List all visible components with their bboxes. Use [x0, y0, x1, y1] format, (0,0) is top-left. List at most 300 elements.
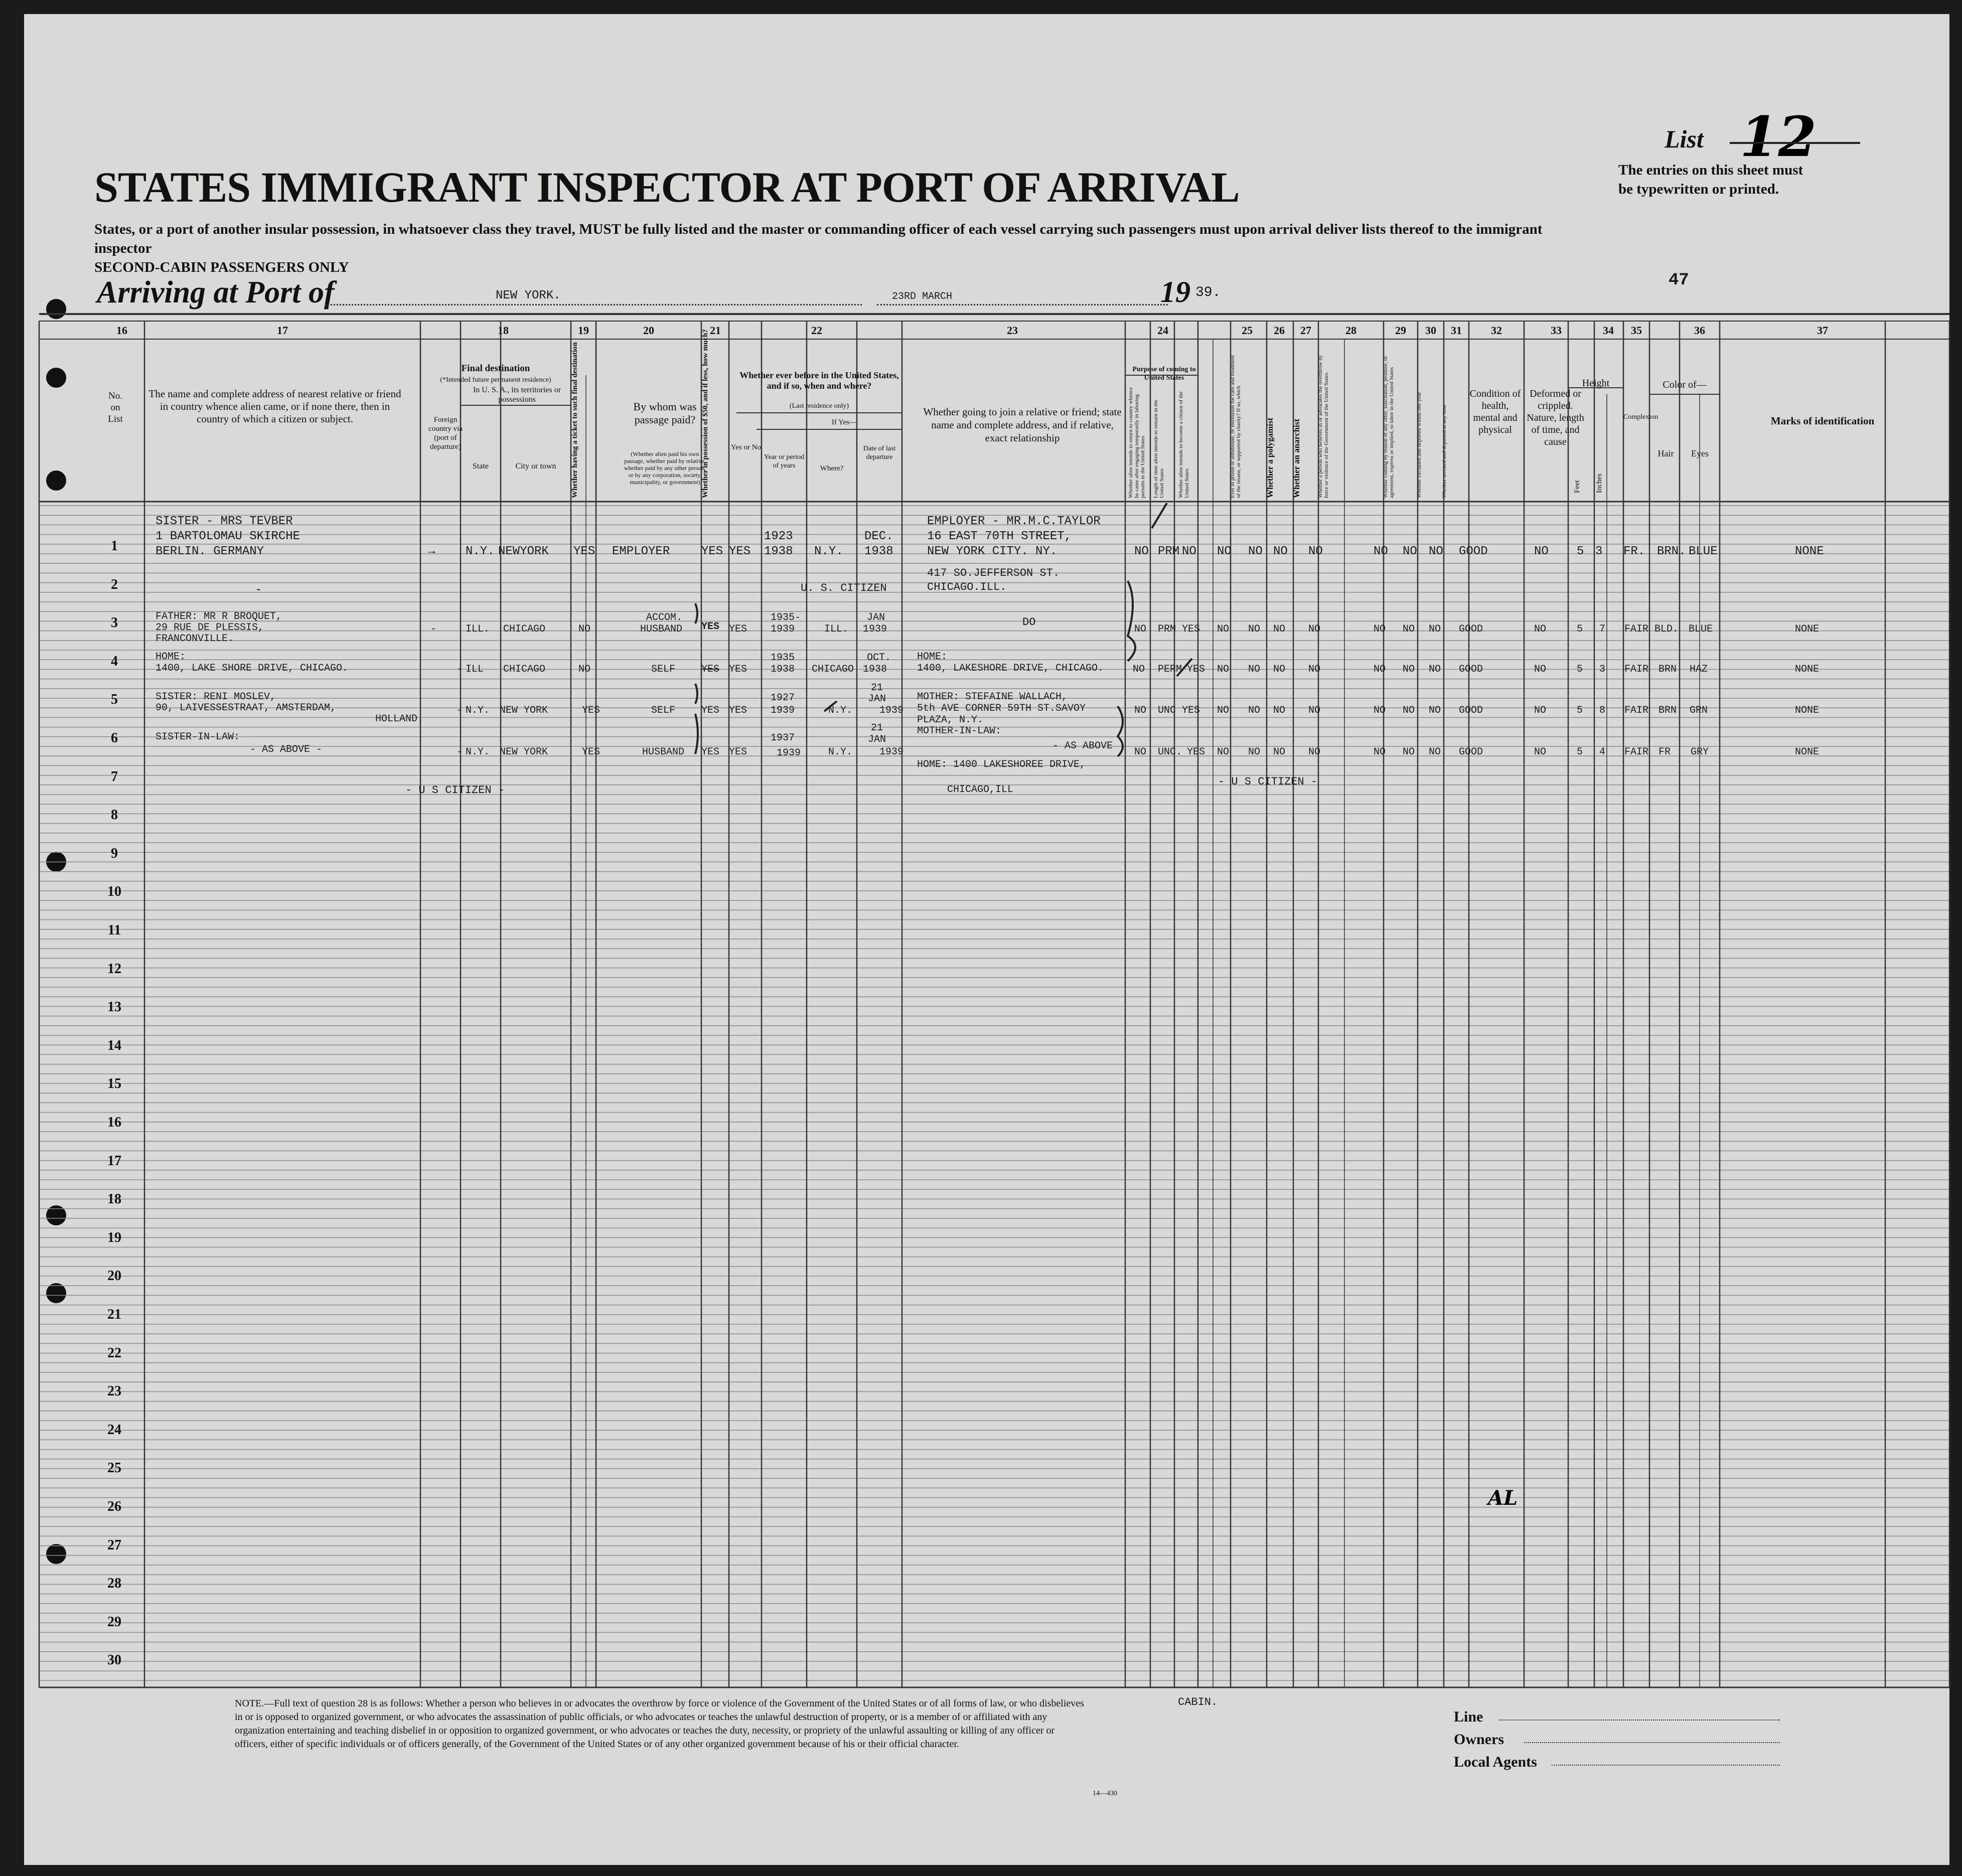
ticket: YES	[573, 545, 595, 558]
col26-header: Whether a polygamist	[1265, 417, 1275, 498]
col20-sub: (Whether alien paid his own passage, whether paid by relative, whether paid by any other person, or by any corporation, society, municipality, or government)	[624, 450, 706, 486]
col34-feet: Feet	[1573, 480, 1581, 493]
cabin-label: CABIN.	[1178, 1696, 1218, 1708]
owners-field	[1524, 1742, 1780, 1743]
year-suffix: 39.	[1195, 285, 1221, 300]
row-number: 28	[107, 1576, 121, 1592]
column-number: 17	[277, 324, 288, 337]
passage-paid: HUSBAND	[642, 746, 685, 758]
row-number: 3	[111, 615, 118, 631]
row-number: 5	[111, 692, 118, 708]
labor-offer: NO	[1374, 545, 1388, 558]
purpose-return: NO	[1133, 664, 1145, 675]
column-number: 26	[1274, 324, 1285, 337]
col18-city: City or town	[515, 462, 556, 471]
labor-offer: NO	[1374, 664, 1386, 675]
eye-color: HAZ	[1690, 664, 1708, 675]
intends-citizen: YES	[1187, 746, 1205, 758]
joining-line1: EMPLOYER - MR.M.C.TAYLOR	[927, 515, 1101, 528]
departure-line2: JAN	[868, 734, 886, 745]
row-number: 13	[107, 999, 121, 1015]
column-number: 16	[116, 324, 127, 337]
column-number: 37	[1817, 324, 1828, 337]
overthrow: NO	[1308, 545, 1323, 558]
joining-line1: MOTHER: STEFAINE WALLACH,	[917, 691, 1068, 703]
row-number: 18	[107, 1191, 121, 1207]
row-number: 20	[107, 1268, 121, 1284]
purpose-return: NO	[1134, 746, 1147, 758]
col18-header: Final destination	[461, 363, 530, 374]
years-line1: 1923	[764, 530, 793, 543]
row-number: 16	[107, 1115, 121, 1130]
stray-mark: AL	[1488, 1486, 1518, 1510]
list-number: 12	[1740, 104, 1817, 169]
overthrow: NO	[1308, 623, 1321, 635]
eye-color: GRN	[1690, 705, 1708, 716]
ticket: NO	[578, 623, 591, 635]
years-line2: 1939	[777, 747, 801, 759]
row-number: 10	[107, 884, 121, 900]
joining-line2: - AS ABOVE	[1052, 740, 1113, 752]
relative-line2: 1 BARTOLOMAU SKIRCHE	[156, 530, 300, 543]
column-number: 21	[710, 324, 721, 337]
row-number: 27	[107, 1537, 121, 1553]
where: ILL.	[824, 623, 849, 635]
ever-before: YES	[729, 545, 751, 558]
port-value: NEW YORK.	[496, 289, 561, 302]
column-number: 23	[1007, 324, 1018, 337]
joining-line2: 16 EAST 70TH STREET,	[927, 530, 1072, 543]
joining-line1: HOME: 1400 LAKESHOREE DRIVE,	[917, 759, 1086, 770]
row-number: 6	[111, 730, 118, 746]
deformed: NO	[1534, 705, 1547, 716]
health: GOOD	[1459, 746, 1483, 758]
col18-foreign: Foreign country via (port of departure)	[428, 416, 463, 451]
owners-label: Owners	[1454, 1731, 1504, 1748]
col30-header: Whether excluded and deported within one year	[1416, 392, 1422, 498]
height-inches: 3	[1595, 545, 1603, 558]
us-citizen-right: - U S CITIZEN -	[1218, 775, 1318, 788]
col17-header: The name and complete address of nearest relative or friend in country whence alien came, or if none there, then in country of which a citizen or subject.	[148, 388, 401, 425]
relative-line1: SISTER-IN-LAW:	[156, 731, 240, 743]
departure-line1: 21	[871, 722, 883, 734]
foreign-via: →	[428, 545, 435, 558]
column-number: 30	[1425, 324, 1436, 337]
dest-city: CHICAGO	[503, 623, 546, 635]
col22-date: Date of last departure	[863, 445, 896, 461]
col24-citizen: Whether alien intends to become a citizen of the United States	[1178, 391, 1190, 498]
departure-line1: OCT.	[867, 652, 891, 664]
anarchist: NO	[1273, 664, 1286, 675]
col22-header: Whether ever before in the United States, and if so, when and where?	[739, 370, 899, 391]
row-number: 12	[107, 961, 121, 977]
years-line2: 1939	[771, 623, 795, 635]
intends-citizen: YES	[1182, 623, 1200, 635]
column-number: 31	[1451, 324, 1462, 337]
row-number: 4	[111, 653, 118, 669]
height-inches: 4	[1599, 746, 1606, 758]
anarchist: NO	[1273, 545, 1288, 558]
ticket: NO	[578, 664, 591, 675]
labor-offer: NO	[1374, 623, 1386, 635]
typewritten-note-line2: be typewritten or printed.	[1618, 181, 1779, 197]
row-number: 25	[107, 1460, 121, 1476]
foreign-via: -	[457, 746, 463, 758]
col21-header: Whether in possession of $50, and if less, how much?	[701, 329, 709, 498]
years-line2: 1939	[771, 705, 795, 716]
col20-header: By whom was passage paid?	[633, 400, 697, 426]
money: YES	[701, 621, 720, 633]
intends-citizen: YES	[1187, 664, 1205, 675]
col23-header: Whether going to join a relative or friend; state name and complete address, and if relative, exact relationship	[923, 406, 1122, 444]
passage-paid: SELF	[651, 664, 676, 675]
overthrow: NO	[1308, 664, 1321, 675]
ticket: YES	[582, 705, 600, 716]
complexion: FAIR	[1624, 664, 1649, 675]
money: YES	[701, 545, 723, 558]
page-title: STATES IMMIGRANT INSPECTOR AT PORT OF ARRIVAL	[94, 163, 1240, 211]
prison: NO	[1217, 664, 1230, 675]
col24-return: Whether alien intends to return to country whence he came after engaging temporarily in laboring pursuits in the United States	[1128, 387, 1146, 498]
joining-line1: HOME:	[917, 651, 948, 663]
relative-line2: 29 RUE DE PLESSIS,	[156, 622, 264, 634]
col33-header: Deformed or crippled. Nature, length of time, and cause	[1527, 388, 1584, 447]
labor-offer: NO	[1374, 746, 1386, 758]
col22-sub: (Last residence only)	[789, 402, 849, 410]
manifest-sheet	[24, 14, 1949, 1865]
list-label: List	[1665, 125, 1704, 153]
joining-line2: 1400, LAKESHORE DRIVE, CHICAGO.	[917, 663, 1104, 674]
money: YES	[701, 746, 720, 758]
relative-line1: SISTER - MRS TEVBER	[156, 515, 293, 528]
column-number: 28	[1345, 324, 1356, 337]
col18-state: State	[473, 462, 489, 471]
eye-color: BLUE	[1689, 623, 1713, 635]
joining-line2: 5th AVE CORNER 59TH ST.SAVOY	[917, 703, 1086, 714]
anarchist: NO	[1273, 746, 1286, 758]
column-number: 19	[578, 324, 589, 337]
column-number: 33	[1551, 324, 1562, 337]
departure-line1: JAN	[867, 612, 885, 623]
departure-line2: 1938	[863, 664, 887, 675]
joining-line1: MOTHER-IN-LAW:	[917, 725, 1002, 737]
dest-state: N.Y.	[466, 545, 495, 558]
row-number: 11	[107, 922, 121, 938]
relative-line3: FRANCONVILLE.	[156, 633, 234, 645]
col36-eyes: Eyes	[1691, 448, 1709, 458]
dest-city: NEW YORK	[500, 705, 548, 716]
deformed: NO	[1534, 664, 1547, 675]
relative-line2: - AS ABOVE -	[250, 744, 323, 755]
where: N.Y.	[814, 545, 843, 558]
health: GOOD	[1459, 705, 1483, 716]
col24-header: Purpose of coming to United States	[1132, 366, 1196, 382]
ever-before: YES	[729, 746, 747, 758]
instruction-line1: States, or a port of another insular possession, in whatsoever class they travel, MUST be fully listed and the master or commanding officer of each vessel carrying such passengers must upon arrival deliver lists thereof to the immigrant inspector	[94, 221, 1543, 256]
relative-line1: SISTER: RENI MOSLEV,	[156, 691, 276, 703]
col22-where: Where?	[820, 464, 844, 473]
joining-line1: 417 SO.JEFFERSON ST.	[927, 567, 1060, 579]
row-number: 9	[111, 845, 118, 861]
row-number: 24	[107, 1422, 121, 1438]
marks: NONE	[1795, 746, 1820, 758]
departure-line1: DEC.	[864, 530, 893, 543]
departure-line3: 1939	[879, 705, 904, 716]
deformed: NO	[1534, 623, 1547, 635]
polygamist: NO	[1248, 664, 1261, 675]
col28-header: Whether a person who believes in or advocates the overthrow by force or violence of the Government of the United States	[1317, 355, 1329, 498]
money: YES	[701, 664, 720, 675]
passage-paid: SELF	[651, 705, 676, 716]
anarchist: NO	[1273, 705, 1286, 716]
complexion: FAIR	[1624, 746, 1649, 758]
row-number: 21	[107, 1307, 121, 1322]
agents-label: Local Agents	[1454, 1754, 1537, 1770]
typewritten-note-line1: The entries on this sheet must	[1618, 162, 1803, 178]
ever-before: YES	[729, 705, 747, 716]
row-number: 14	[107, 1037, 121, 1053]
eye-color: BLUE	[1689, 545, 1718, 558]
intends-citizen: NO	[1182, 545, 1196, 558]
col29-header: Whether coming by reason of any offer, solicitation, promise, or agreement, express or implied, to labor in the United States	[1383, 356, 1395, 498]
departure-line1: 21	[871, 682, 883, 694]
joining-line3: NEW YORK CITY. NY.	[927, 545, 1058, 558]
dest-city: NEWYORK	[498, 545, 549, 558]
complexion: FAIR	[1624, 623, 1649, 635]
year-prefix: 19	[1160, 275, 1190, 308]
polygamist: NO	[1248, 623, 1261, 635]
column-number: 35	[1631, 324, 1642, 337]
overthrow: NO	[1308, 746, 1321, 758]
excluded: NO	[1403, 746, 1415, 758]
hair-color: BLD.	[1654, 623, 1679, 635]
passage-paid-line2: HUSBAND	[640, 623, 683, 635]
dest-city: CHICAGO	[503, 664, 546, 675]
col32-header: Condition of health, mental and physical	[1469, 388, 1521, 435]
joining-line2: CHICAGO.ILL.	[927, 581, 1007, 593]
row-number: 15	[107, 1076, 121, 1092]
row-number: 22	[107, 1345, 121, 1361]
page-number: 47	[1669, 271, 1689, 290]
where: N.Y.	[828, 705, 853, 716]
relative-line3: BERLIN. GERMANY	[156, 545, 264, 558]
deported: NO	[1429, 545, 1443, 558]
health: GOOD	[1459, 664, 1483, 675]
relative-line1: FATHER: MR R BROQUET,	[156, 611, 282, 622]
hair-color: BRN	[1658, 705, 1677, 716]
passage-paid-line1: ACCOM.	[646, 612, 683, 623]
deported: NO	[1429, 623, 1441, 635]
row-number: 26	[107, 1499, 121, 1514]
footer-note: NOTE.—Full text of question 28 is as follows: Whether a person who believes in or advocates the overthrow by force or violence of the Government of the United States or of all forms of law, or who disbelieves in or is opposed to organized government, or who advocates the assassination of public officials, or who advocates or teaches the unlawful destruction of property, or is a member of or affiliated with any organization entertaining and teaching disbelief in or opposition to organized government, or who advocates or teaches the duty, necessity, or propriety of the unlawful assaulting or killing of any officer or officers, either of specific individuals or of officers generally, of the Government of the United States or of any other organized government because of his or their official character.	[235, 1698, 1084, 1750]
dest-city: NEW YORK	[500, 746, 548, 758]
column-number: 34	[1603, 324, 1614, 337]
col34-inches: Inches	[1595, 473, 1603, 493]
date-value: 23RD MARCH	[892, 291, 953, 302]
col27-header: Whether an anarchist	[1292, 418, 1301, 498]
foreign-via: -	[457, 664, 463, 675]
deported: NO	[1429, 705, 1441, 716]
col18-sub: (*Intended future permanent residence)	[440, 376, 551, 384]
dash: -	[255, 583, 262, 597]
relative-line2: 90, LAIVESSESTRAAT, AMSTERDAM,	[156, 702, 337, 714]
ever-before: YES	[729, 623, 747, 635]
where: CHICAGO	[812, 664, 854, 675]
labor-offer: NO	[1374, 705, 1386, 716]
column-number: 27	[1300, 324, 1311, 337]
passage-paid: EMPLOYER	[612, 545, 670, 558]
us-citizen: U. S. CITIZEN	[801, 582, 887, 594]
col22-yesno: Yes or No	[730, 443, 762, 451]
height-feet: 5	[1577, 664, 1583, 675]
years-line2: 1938	[764, 545, 793, 558]
length-of-stay: PERM	[1158, 664, 1182, 675]
health: GOOD	[1459, 623, 1483, 635]
hair-color: BRN	[1658, 664, 1677, 675]
col16-header: No. on List	[108, 391, 123, 424]
length-of-stay: UNC	[1158, 705, 1176, 716]
purpose-return: NO	[1134, 705, 1147, 716]
row-number: 19	[107, 1229, 121, 1245]
form-number: 14—430	[1093, 1790, 1117, 1797]
deported: NO	[1429, 746, 1441, 758]
departure-line3: 1939	[879, 746, 904, 758]
departure-line2: 1939	[863, 623, 887, 635]
arriving-label: Arriving at Port of	[97, 275, 335, 309]
marks: NONE	[1795, 545, 1824, 558]
complexion: FR.	[1623, 545, 1645, 558]
years-line1: 1935	[771, 652, 795, 664]
excluded: NO	[1403, 545, 1417, 558]
height-inches: 3	[1599, 664, 1606, 675]
years-line1: 1927	[771, 692, 795, 704]
col24-length: Length of time alien intends to remain in the United States	[1153, 399, 1165, 498]
row-number: 8	[111, 807, 118, 823]
marks: NONE	[1795, 705, 1820, 716]
excluded: NO	[1403, 623, 1415, 635]
excluded: NO	[1403, 664, 1415, 675]
foreign-via: -	[457, 705, 463, 716]
col22-year: Year or period of years	[764, 453, 805, 470]
row-number: 2	[111, 576, 118, 592]
health: GOOD	[1459, 545, 1488, 558]
ever-before: YES	[729, 664, 747, 675]
relative-line2: 1400, LAKE SHORE DRIVE, CHICAGO.	[156, 663, 349, 674]
deformed: NO	[1534, 746, 1547, 758]
col34-header: Height	[1582, 378, 1610, 389]
prison: NO	[1217, 545, 1232, 558]
handwritten-marks	[24, 14, 1949, 1865]
column-number: 29	[1395, 324, 1406, 337]
col22-ifyes: If Yes—	[831, 418, 857, 426]
row-number: 17	[107, 1153, 121, 1169]
intends-citizen: YES	[1182, 705, 1200, 716]
joining-line2: CHICAGO,ILL	[947, 784, 1014, 796]
years-line2: 1938	[771, 664, 795, 675]
row-number: 30	[107, 1652, 121, 1668]
marks: NONE	[1795, 623, 1820, 635]
length-of-stay: UNC.	[1158, 746, 1182, 758]
prison: NO	[1217, 623, 1230, 635]
col37-header: Marks of identification	[1770, 415, 1875, 427]
row-number: 1	[111, 538, 118, 554]
marks: NONE	[1795, 664, 1820, 675]
col36-header: Color of—	[1663, 379, 1707, 390]
relative-line3: HOLLAND.	[375, 713, 424, 725]
line-field	[1499, 1719, 1780, 1721]
row-number: 29	[107, 1614, 121, 1630]
money: YES	[701, 705, 720, 716]
column-number: 20	[643, 324, 654, 337]
height-feet: 5	[1577, 746, 1583, 758]
row-number: 23	[107, 1383, 121, 1399]
column-number: 18	[498, 324, 509, 337]
eye-color: GRY	[1691, 746, 1709, 758]
joining: DO	[1022, 616, 1036, 629]
col19-header: Whether having a ticket to such final destination	[571, 342, 579, 498]
deported: NO	[1429, 664, 1441, 675]
years-line1: 1935-	[771, 612, 801, 623]
col36-hair: Hair	[1657, 448, 1674, 458]
complexion: FAIR	[1624, 705, 1649, 716]
anarchist: NO	[1273, 623, 1286, 635]
col35-header: Complexion	[1623, 413, 1658, 421]
dest-state: ILL	[466, 664, 484, 675]
column-number: 24	[1157, 324, 1168, 337]
col18-usa: In U. S. A., its territories or possessions	[473, 386, 561, 404]
relative-line1: HOME:	[156, 651, 186, 663]
line-label: Line	[1454, 1708, 1483, 1725]
height-feet: 5	[1577, 623, 1583, 635]
column-number: 22	[811, 324, 822, 337]
purpose-return: NO	[1134, 545, 1149, 558]
deformed: NO	[1534, 545, 1549, 558]
col31-header: Whether arrested and deported at any time	[1441, 404, 1447, 498]
purpose-return: NO	[1134, 623, 1147, 635]
instruction-line2: SECOND-CABIN PASSENGERS ONLY	[94, 259, 349, 275]
where: N.Y.	[828, 746, 853, 758]
departure-line2: JAN	[868, 693, 886, 705]
foreign-via: -	[430, 623, 437, 635]
length-of-stay: PRM	[1158, 623, 1176, 635]
agents-field	[1552, 1765, 1780, 1766]
ticket: YES	[582, 746, 600, 758]
height-inches: 8	[1599, 705, 1606, 716]
row-number: 7	[111, 768, 118, 785]
years-line1: 1937	[771, 732, 795, 744]
joining-line3: PLAZA, N.Y.	[917, 714, 984, 726]
prison: NO	[1217, 746, 1230, 758]
column-number: 25	[1242, 324, 1253, 337]
height-inches: 7	[1599, 623, 1606, 635]
col25-header: Ever in prison or almshouse, or institution for care and treatment of the insane, or supported by charity? If so, which	[1230, 355, 1242, 498]
departure-line2: 1938	[864, 545, 893, 558]
polygamist: NO	[1248, 705, 1261, 716]
dest-state: ILL.	[466, 623, 490, 635]
excluded: NO	[1403, 705, 1415, 716]
dest-state: N.Y.	[466, 705, 490, 716]
us-citizen-left: - U S CITIZEN -	[405, 784, 505, 797]
polygamist: NO	[1248, 545, 1263, 558]
polygamist: NO	[1248, 746, 1261, 758]
height-feet: 5	[1577, 545, 1584, 558]
length-of-stay: PRM	[1158, 545, 1180, 558]
hair-color: BRN.	[1657, 545, 1686, 558]
dest-state: N.Y.	[466, 746, 490, 758]
hair-color: FR	[1658, 746, 1671, 758]
column-number: 36	[1694, 324, 1705, 337]
prison: NO	[1217, 705, 1230, 716]
